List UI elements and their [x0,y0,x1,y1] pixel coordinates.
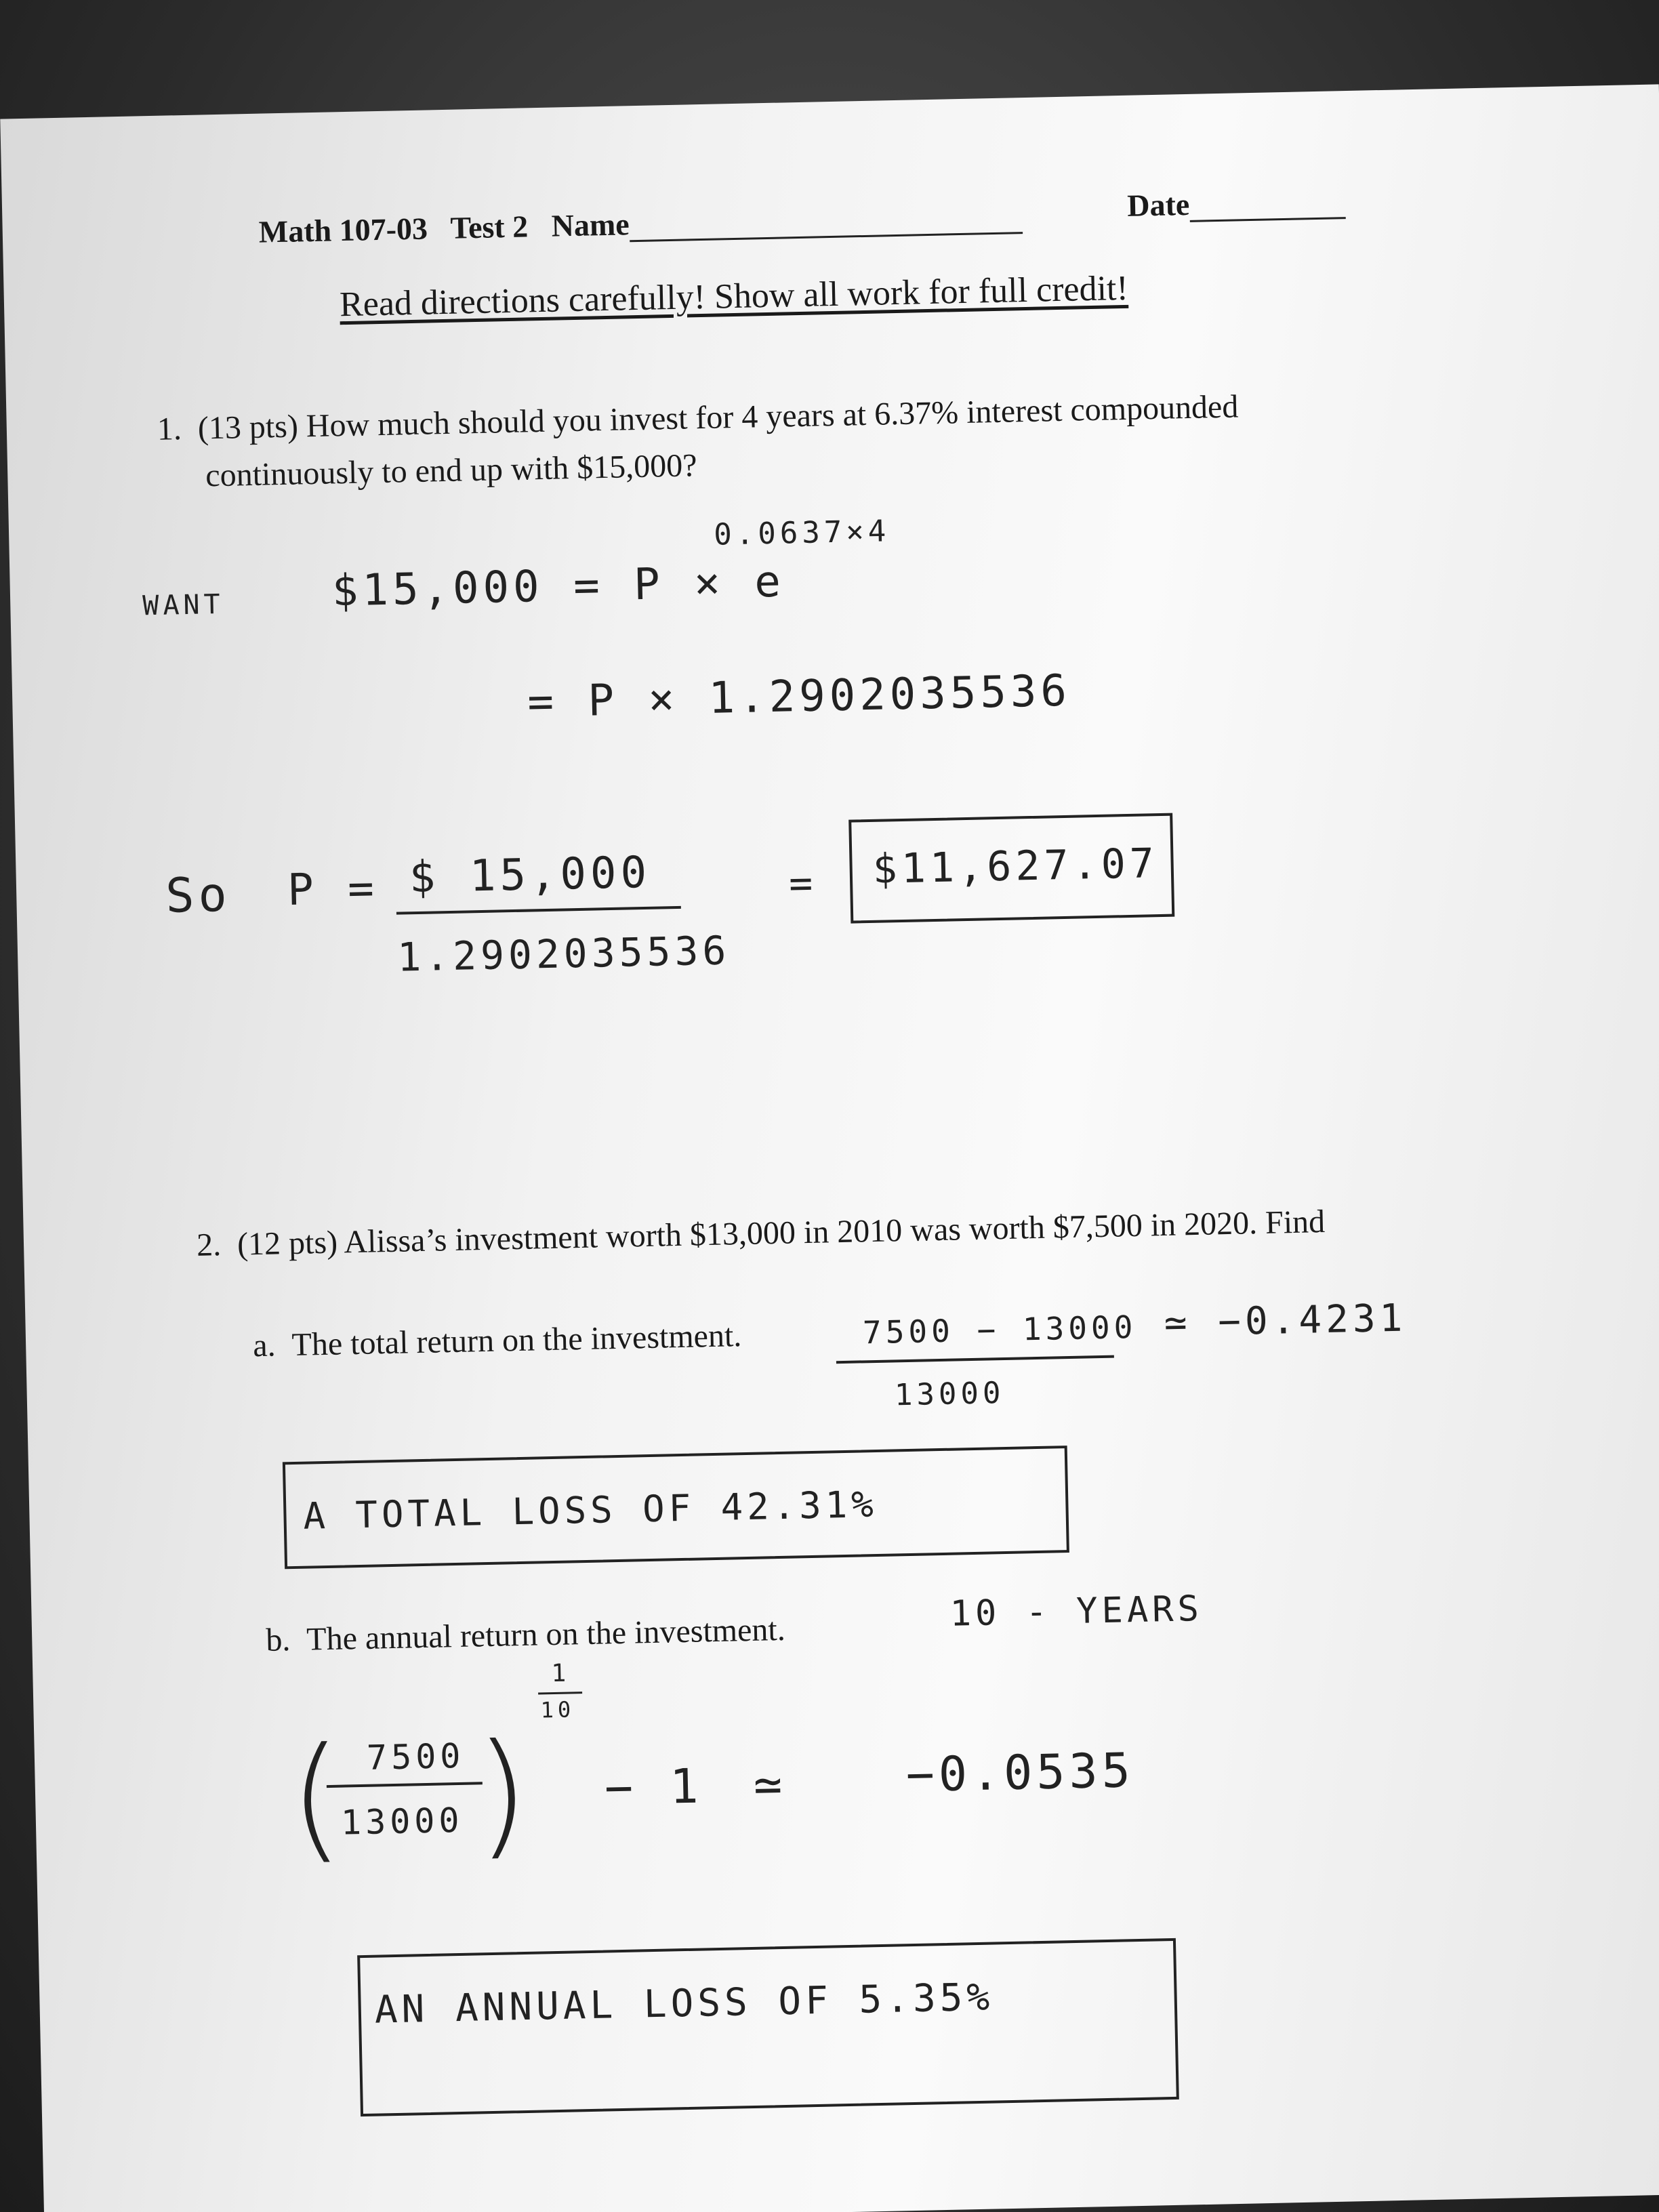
q2b-answer: AN ANNUAL LOSS OF 5.35% [374,1975,994,2032]
date-blank[interactable] [1190,217,1346,222]
q2b-denominator: 13000 [340,1800,464,1843]
q1-denominator: 1.2902035536 [396,927,731,981]
q2a-answer-box [283,1446,1069,1569]
q2b-answer-box [357,1938,1179,2116]
name-blank[interactable] [630,232,1023,242]
q2b-exp-den: 10 [540,1696,575,1723]
q2-line [197,1203,1326,1264]
q1-equals: = [788,859,817,907]
q2b-result: −0.0535 [905,1742,1135,1803]
q2b-approx: ≃ [753,1756,787,1813]
q2b-exp-bar [538,1692,582,1694]
p-equals: P = [287,863,379,916]
q2b-fraction-bar [327,1782,483,1788]
so-label: So [165,866,232,924]
q2b-line [266,1611,785,1659]
q2a-denominator: 13000 [894,1376,1005,1413]
q2b-exp-num: 1 [551,1659,571,1688]
test-number: Test 2 [450,209,529,245]
q2a-text: The total return on the investment. [291,1317,742,1364]
q1-line1 [157,388,1239,447]
q1-equation-2: = P × 1.2902035536 [527,665,1071,728]
want-label: WANT [142,588,225,622]
date-label: Date [1126,186,1190,223]
q2-text: (12 pts) Alissa’s investment worth $13,000 in 2010 was worth $7,500 in 2020. Find [237,1204,1326,1263]
q2a-approx: ≃ −0.4231 [1164,1296,1407,1346]
q1-exponent: 0.0637×4 [713,514,890,552]
test-paper [0,84,1659,2212]
q2a-answer: A TOTAL LOSS OF 42.31% [302,1482,878,1538]
q1-text-line1: (13 pts) How much should you invest for 4 years at 6.37% interest compounded [197,388,1239,447]
q2b-minus-one: − 1 [604,1758,703,1816]
q2b-numerator: 7500 [366,1736,466,1778]
course-number: Math 107-03 [258,211,428,249]
q2a-line [253,1317,742,1364]
q1-number: 1. [157,411,182,447]
date-field [1127,183,1346,224]
q1-answer: $11,627.07 [872,840,1159,893]
header-line [258,198,1023,250]
q1-text-line2: continuously to end up with $15,000? [205,447,698,494]
q1-numerator: $ 15,000 [409,847,651,903]
q2a-numerator: 7500 − 13000 [862,1308,1137,1351]
q2b-right-paren: ) [474,1714,531,1874]
q2b-label: b. [265,1622,291,1658]
q2a-label: a. [252,1327,276,1364]
q2b-years: 10 - YEARS [949,1588,1204,1635]
q1-answer-box [848,813,1174,924]
q2b-text: The annual return on the investment. [306,1611,786,1658]
q2b-left-paren: ( [287,1718,344,1878]
q1-equation-1: $15,000 = P × e [331,556,785,617]
q2a-fraction-bar [836,1355,1114,1364]
name-label: Name [551,207,630,243]
q1-fraction-bar [396,906,681,915]
directions: Read directions carefully! Show all work for full credit! [339,268,1129,325]
q2-number: 2. [196,1227,222,1263]
